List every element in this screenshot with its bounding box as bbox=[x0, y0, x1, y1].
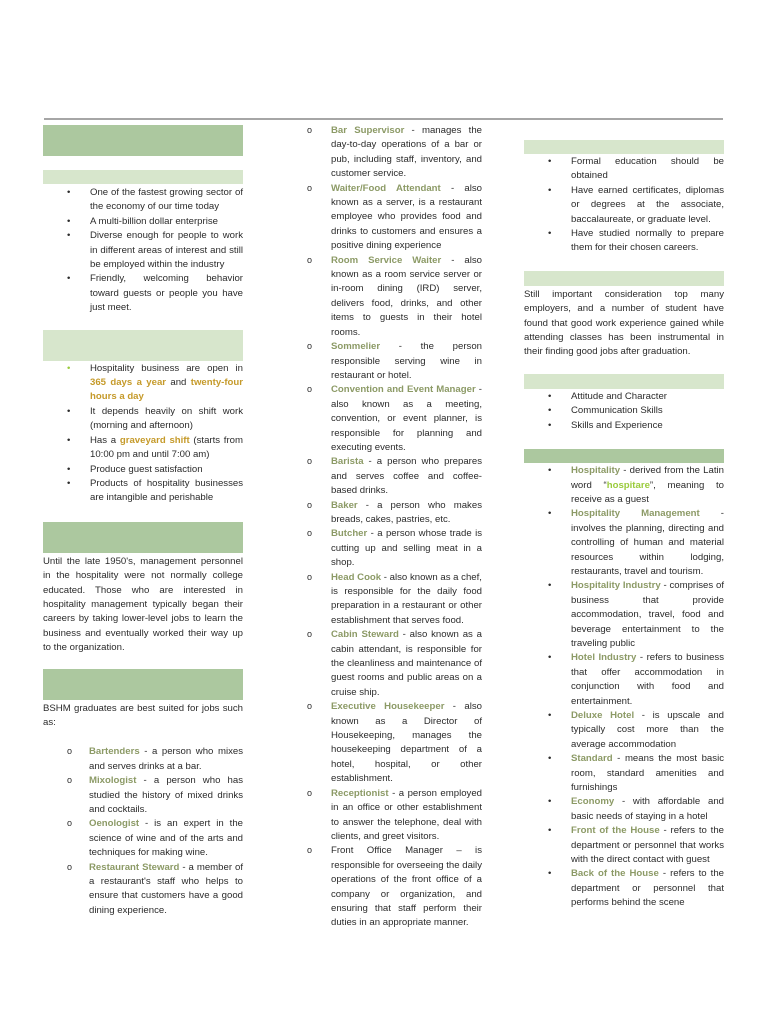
job-term: Butcher bbox=[331, 528, 368, 540]
term-desc: - derived from the Latin word “ bbox=[571, 465, 724, 491]
job-list bbox=[43, 745, 243, 918]
term: Deluxe Hotel bbox=[571, 710, 635, 721]
list-item: • Communication Skills bbox=[524, 404, 724, 418]
term-item bbox=[524, 579, 724, 651]
job-term: Room Service Waiter bbox=[331, 254, 442, 266]
section-header-bar bbox=[43, 522, 243, 553]
job-term: Sommelier bbox=[331, 341, 381, 353]
list-item: • Have earned certificates, diplomas or degrees at the associate, baccalaureate, or graduate level. bbox=[524, 184, 724, 227]
column-right bbox=[524, 124, 724, 911]
list-item: • Diverse enough for people to work in different areas of interest and still be employed within the industry bbox=[43, 229, 243, 272]
job-term: Head Cook bbox=[331, 571, 382, 583]
term-item bbox=[524, 824, 724, 867]
job-term: Waiter/Food Attendant bbox=[331, 182, 441, 194]
column-left bbox=[43, 124, 243, 918]
term: Economy bbox=[571, 796, 615, 808]
job-item bbox=[306, 700, 482, 786]
term-desc: - comprises of business that provide accommodation, travel, food and beverage entertainment to the traveling public bbox=[571, 580, 724, 649]
latin-word: hospitare bbox=[606, 479, 650, 491]
list-item bbox=[43, 434, 243, 463]
terms-list bbox=[524, 464, 724, 911]
job-desc: - is an expert in the science of wine and of the arts and techniques for making wine. bbox=[89, 818, 243, 859]
job-item bbox=[43, 774, 243, 817]
section-header-bar bbox=[524, 449, 724, 463]
term-item bbox=[524, 752, 724, 795]
list-item: • It depends heavily on shift work (morning and afternoon) bbox=[43, 405, 243, 434]
section-header-bar bbox=[43, 125, 243, 156]
term-desc: - refers to the department or personnel that performs behind the scene bbox=[571, 868, 725, 909]
text: (starts from 10:00 pm and until 7:00 am) bbox=[90, 434, 243, 461]
job-item bbox=[43, 861, 243, 919]
term-desc: - is upscale and typically cost more than the average accommodation bbox=[571, 710, 724, 750]
term-item bbox=[524, 867, 724, 910]
job-term: Bar Supervisor bbox=[331, 125, 405, 136]
section-header-bar bbox=[524, 140, 724, 154]
list-item: • Formal education should be obtained bbox=[524, 155, 724, 184]
term: Back of the House bbox=[571, 868, 659, 880]
list-item: • Produce guest satisfaction bbox=[43, 463, 243, 477]
work-experience-paragraph: Still important consideration top many employers, and a number of student have found that good work experience gained while attending classes has been instrumental in their finding good jobs after graduation. bbox=[524, 288, 724, 358]
management-history-paragraph: Until the late 1950's, management personnel in the hospitality were not normally college educated. Those who are interested in hospitality management typically began their careers by taking lower-level jobs to learn the business and eventually worked their way up to the organization. bbox=[43, 555, 243, 654]
job-term: Cabin Steward bbox=[331, 629, 399, 641]
term: Standard bbox=[571, 753, 613, 765]
term-desc: - refers to the department or personnel that works with the direct contact with guest bbox=[571, 825, 724, 866]
term: Hospitality Industry bbox=[571, 580, 661, 592]
job-desc: - also known as a cabin attendant, is responsible for the cleanliness and maintenance of guest rooms and public areas on a cruise ship. bbox=[331, 629, 482, 698]
list-item: • Have studied normally to prepare them for their chosen careers. bbox=[524, 227, 724, 256]
job-desc: - manages the day-to-day operations of a bar or pub, including staff, inventory, and customer service. bbox=[331, 125, 482, 180]
term-desc: - refers to business that offer accommodation in conjunction with food and entertainment. bbox=[571, 652, 725, 707]
term: Front of the House bbox=[571, 825, 660, 837]
job-item bbox=[43, 745, 243, 774]
job-item bbox=[306, 571, 482, 629]
job-item bbox=[306, 455, 482, 498]
text: Hospitality business are open in bbox=[90, 362, 243, 374]
job-term: Bartenders bbox=[89, 746, 140, 758]
job-desc: - also known as a meeting, convention, or event planner, is responsible for planning and executing events. bbox=[331, 384, 482, 453]
job-item: o Front Office Manager – is responsible for overseeing the daily operations of the front office of a company or organization, and ensuring that staff perform their duties in an appropriate manner. bbox=[306, 844, 482, 930]
job-item bbox=[306, 124, 482, 182]
term-desc: ”, meaning to receive as a guest bbox=[571, 479, 725, 505]
highlight-24-hours: twenty-four hours a day bbox=[90, 377, 243, 403]
job-item bbox=[306, 628, 482, 700]
job-item bbox=[306, 182, 482, 254]
column-middle bbox=[306, 124, 482, 931]
job-list bbox=[306, 124, 482, 931]
job-term: Executive Housekeeper bbox=[331, 701, 445, 713]
section-header-bar bbox=[524, 271, 724, 286]
term-desc: - with affordable and basic needs of staying in a hotel bbox=[571, 796, 724, 822]
job-desc: - also known as a server, is a restaurant employee who provides food and drinks to customers and ensures a positive dining experience bbox=[331, 182, 482, 252]
job-desc: - a member of a restaurant's staff who helps to ensure that customers have a good dining experience. bbox=[89, 861, 243, 916]
job-item bbox=[306, 383, 482, 455]
job-term: Baker bbox=[331, 499, 358, 511]
work-conditions-list bbox=[43, 362, 243, 506]
term-item bbox=[524, 507, 724, 579]
list-item: • Friendly, welcoming behavior toward guests or people you have just meet. bbox=[43, 272, 243, 315]
term-item bbox=[524, 795, 724, 824]
job-desc: - the person responsible serving wine in restaurant or hotel. bbox=[331, 341, 482, 381]
skills-list bbox=[524, 390, 724, 433]
section-header-bar bbox=[524, 374, 724, 389]
term-desc: - involves the planning, directing and controlling of human and material resources within lodging, restaurants, travel and tourism. bbox=[571, 508, 724, 577]
job-item bbox=[306, 340, 482, 383]
term-item bbox=[524, 709, 724, 752]
term: Hotel Industry bbox=[571, 652, 637, 664]
highlight-graveyard-shift: graveyard shift bbox=[119, 434, 190, 446]
graduates-intro-paragraph: BSHM graduates are best suited for jobs such as: bbox=[43, 702, 243, 728]
job-desc: - also known as a chef, is responsible for the daily food preparation in a restaurant or other establishment that serves food. bbox=[331, 571, 482, 626]
job-term: Convention and Event Manager bbox=[331, 384, 476, 396]
top-divider bbox=[44, 118, 723, 120]
text: and bbox=[166, 377, 191, 389]
job-desc: - a person who mixes and serves drinks at a bar. bbox=[89, 746, 243, 772]
job-term: Mixologist bbox=[89, 775, 137, 787]
education-list bbox=[524, 155, 724, 256]
industry-facts-list bbox=[43, 186, 243, 316]
list-item: • A multi-billion dollar enterprise bbox=[43, 215, 243, 229]
list-item: • Products of hospitality businesses are intangible and perishable bbox=[43, 477, 243, 506]
job-item bbox=[306, 254, 482, 340]
job-term: Restaurant Steward bbox=[89, 861, 180, 873]
job-term: Receptionist bbox=[331, 787, 389, 799]
term-item bbox=[524, 651, 724, 709]
highlight-365-days: 365 days a year bbox=[90, 377, 167, 389]
list-item: • Skills and Experience bbox=[524, 419, 724, 433]
section-header-bar bbox=[43, 669, 243, 700]
job-desc: - a person whose trade is cutting up and selling meat in a shop. bbox=[331, 528, 482, 569]
section-subheader-bar bbox=[43, 170, 243, 184]
list-item bbox=[43, 362, 243, 405]
section-header-bar bbox=[43, 330, 243, 361]
text: Has a bbox=[90, 434, 120, 446]
job-desc: - a person who prepares and serves coffee and coffee-based drinks. bbox=[331, 456, 482, 497]
job-item bbox=[306, 787, 482, 845]
term-desc: - means the most basic room, standard amenities and furnishings bbox=[571, 753, 724, 794]
job-item bbox=[306, 499, 482, 528]
list-item: • Attitude and Character bbox=[524, 390, 724, 404]
term: Hospitality Management bbox=[571, 508, 700, 520]
job-desc: - also known as a Director of Housekeeping, manages the housekeeping department of a hotel, hospital, or other establishment. bbox=[331, 701, 482, 785]
job-desc: - a person who has studied the history of mixed drinks and cocktails. bbox=[89, 775, 243, 815]
term: Hospitality bbox=[571, 465, 621, 477]
job-term: Oenologist bbox=[89, 818, 140, 830]
job-term: Barista bbox=[331, 456, 364, 468]
job-desc: - a person who makes breads, cakes, pastries, etc. bbox=[331, 499, 482, 525]
term-item bbox=[524, 464, 724, 507]
job-item bbox=[306, 527, 482, 570]
list-item: • One of the fastest growing sector of the economy of our time today bbox=[43, 186, 243, 215]
job-desc: - a person employed in an office or other establishment to answer the telephone, deal with clients, and greet visitors. bbox=[331, 787, 482, 842]
job-item bbox=[43, 817, 243, 860]
job-desc: - also known as a room service server or in-room dining (IRD) server, delivers food, drinks, and other items to guests in their hotel rooms. bbox=[331, 254, 482, 338]
